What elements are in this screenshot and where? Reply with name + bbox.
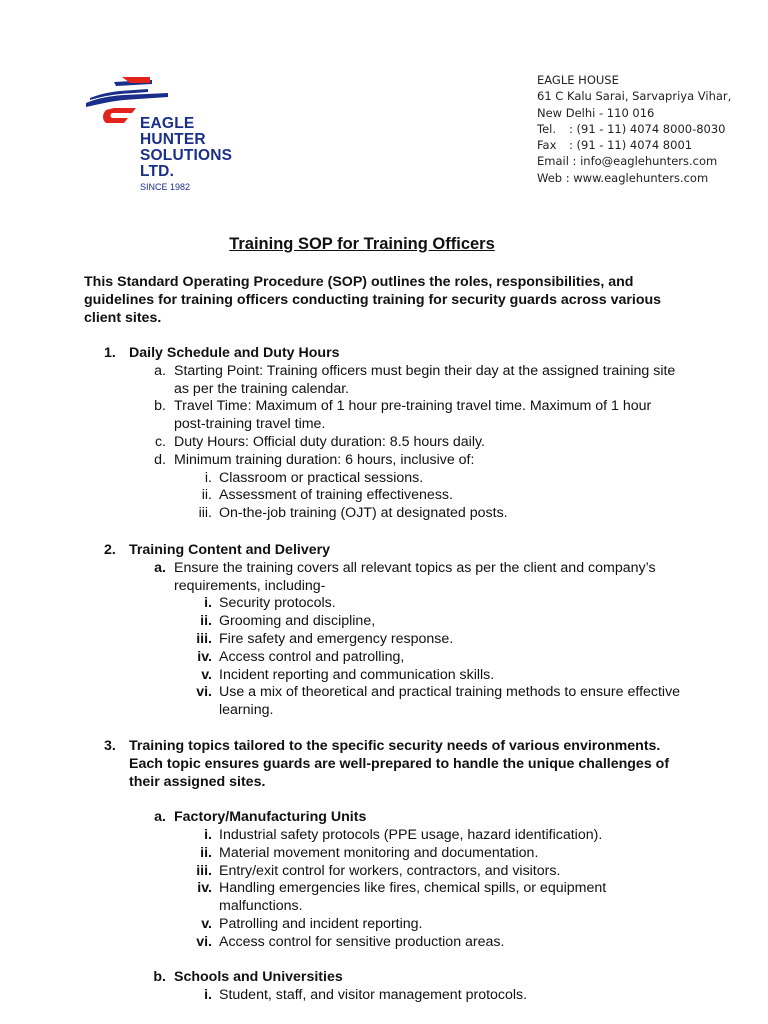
company-name-line: EAGLE bbox=[140, 115, 195, 132]
section-number: 2. bbox=[104, 542, 116, 558]
list-marker: i. bbox=[204, 826, 212, 843]
sub-list-item bbox=[104, 667, 684, 685]
sub-list-item bbox=[104, 827, 684, 845]
list-marker: d. bbox=[154, 451, 166, 468]
since-tagline: SINCE 1982 bbox=[140, 182, 191, 192]
list-item-text: Incident reporting and communication skills. bbox=[219, 666, 495, 683]
section-heading bbox=[104, 738, 684, 791]
list-marker: a. bbox=[154, 809, 166, 826]
list-item-text: On-the-job training (OJT) at designated posts. bbox=[219, 505, 508, 522]
list-item-text: Duty Hours: Official duty duration: 8.5 hours daily. bbox=[174, 433, 485, 450]
list-marker: iii. bbox=[196, 862, 212, 879]
sub-list-item bbox=[104, 845, 684, 863]
sub-list-item bbox=[104, 505, 684, 523]
sub-list-item bbox=[104, 595, 684, 613]
section-3 bbox=[104, 738, 684, 1005]
list-marker: vi. bbox=[196, 684, 212, 701]
address-line-1: 61 C Kalu Sarai, Sarvapriya Vihar, bbox=[537, 89, 732, 104]
list-marker: b. bbox=[154, 398, 166, 415]
company-name bbox=[140, 116, 232, 180]
list-marker: iii. bbox=[198, 505, 212, 522]
list-item-text: Ensure the training covers all relevant topics as per the client and company’s requirements, including- bbox=[174, 559, 656, 594]
list-marker: ii. bbox=[200, 613, 212, 630]
fax-label: Fax bbox=[537, 138, 557, 153]
sub-list-item bbox=[104, 470, 684, 488]
address-line-2: New Delhi - 110 016 bbox=[537, 105, 655, 120]
intro-paragraph: This Standard Operating Procedure (SOP) outlines the roles, responsibilities, and guidelines for training officers conducting training for security guards across various client sites. bbox=[84, 274, 662, 326]
list-marker: vi. bbox=[196, 933, 212, 950]
company-name-line: LTD. bbox=[140, 163, 175, 180]
list-item-text: Starting Point: Training officers must begin their day at the assigned training site as per the training calendar. bbox=[174, 362, 676, 397]
email-link[interactable]: Email : info@eaglehunters.com bbox=[537, 154, 718, 169]
section-heading bbox=[104, 345, 684, 363]
section-2 bbox=[104, 542, 684, 720]
list-item-text: Material movement monitoring and documentation. bbox=[219, 844, 539, 861]
list-marker: ii. bbox=[200, 844, 212, 861]
tel-value: : (91 - 11) 4074 8000-8030 bbox=[569, 121, 726, 136]
subsection-heading-text: Factory/Manufacturing Units bbox=[174, 809, 367, 826]
list-marker: v. bbox=[201, 915, 212, 932]
building-name: EAGLE HOUSE bbox=[537, 73, 619, 87]
letterhead bbox=[84, 66, 732, 202]
list-marker: c. bbox=[154, 433, 166, 450]
list-item-text: Access control and patrolling, bbox=[219, 648, 405, 665]
tel-label: Tel. bbox=[537, 121, 556, 136]
list-item-text: Assessment of training effectiveness. bbox=[219, 487, 453, 504]
company-name-line: HUNTER bbox=[140, 131, 206, 148]
sub-list-item bbox=[104, 880, 684, 916]
list-item-text: Fire safety and emergency response. bbox=[219, 630, 454, 647]
website-link[interactable]: Web : www.eaglehunters.com bbox=[537, 170, 709, 185]
list-marker: a. bbox=[154, 362, 166, 379]
section-heading-text: Daily Schedule and Duty Hours bbox=[129, 345, 340, 361]
list-item bbox=[104, 560, 684, 596]
list-marker: b. bbox=[153, 969, 166, 986]
contact-block bbox=[537, 72, 731, 186]
list-item-text: Travel Time: Maximum of 1 hour pre-training travel time. Maximum of 1 hour post-training travel time. bbox=[174, 398, 652, 433]
section-number: 3. bbox=[104, 738, 116, 754]
list-item bbox=[104, 434, 684, 452]
list-marker: iii. bbox=[196, 630, 212, 647]
list-item-text: Security protocols. bbox=[219, 595, 336, 612]
sub-list-item bbox=[104, 863, 684, 881]
subsection-heading-text: Schools and Universities bbox=[174, 969, 343, 986]
list-marker: i. bbox=[204, 469, 212, 486]
list-marker: iv. bbox=[197, 648, 212, 665]
section-heading bbox=[104, 542, 684, 560]
fax-value: : (91 - 11) 4074 8001 bbox=[569, 138, 693, 153]
list-item-text: Patrolling and incident reporting. bbox=[219, 915, 423, 932]
sub-list-item bbox=[104, 631, 684, 649]
list-marker: i. bbox=[204, 595, 212, 612]
list-item-text: Use a mix of theoretical and practical training methods to ensure effective learning. bbox=[219, 684, 681, 719]
section-heading-text: Training Content and Delivery bbox=[129, 542, 331, 558]
sub-list-item bbox=[104, 649, 684, 667]
list-item-text: Handling emergencies like fires, chemical spills, or equipment malfunctions. bbox=[219, 880, 607, 915]
subsection-heading bbox=[104, 969, 684, 987]
list-item-text: Access control for sensitive production areas. bbox=[219, 933, 505, 950]
document-title: Training SOP for Training Officers bbox=[229, 235, 495, 253]
section-number: 1. bbox=[104, 345, 116, 361]
company-name-line: SOLUTIONS bbox=[140, 147, 233, 164]
list-item-text: Entry/exit control for workers, contractors, and visitors. bbox=[219, 862, 561, 879]
sub-list-item bbox=[104, 684, 684, 720]
list-marker: v. bbox=[201, 666, 212, 683]
sub-list-item bbox=[104, 987, 684, 1005]
list-marker: a. bbox=[154, 559, 166, 576]
telephone bbox=[537, 121, 731, 137]
subsection-heading bbox=[104, 809, 684, 827]
list-item bbox=[104, 452, 684, 470]
list-item-text: Industrial safety protocols (PPE usage, hazard identification). bbox=[219, 826, 603, 843]
list-marker: ii. bbox=[201, 487, 212, 504]
sub-list-item bbox=[104, 613, 684, 631]
list-item bbox=[104, 398, 684, 434]
list-item-text: Classroom or practical sessions. bbox=[219, 469, 424, 486]
sub-list-item bbox=[104, 916, 684, 934]
list-item-text: Minimum training duration: 6 hours, inclusive of: bbox=[174, 451, 475, 468]
sub-list-item bbox=[104, 934, 684, 952]
list-marker: iv. bbox=[197, 880, 212, 897]
sub-list-item bbox=[104, 487, 684, 505]
list-marker: i. bbox=[204, 987, 212, 1004]
list-item-text: Student, staff, and visitor management protocols. bbox=[219, 987, 528, 1004]
section-heading-text: Training topics tailored to the specific security needs of various environments. Each topic ensures guards are well-prepared to handle the unique challenges of their assigned sites. bbox=[129, 738, 670, 790]
list-item bbox=[104, 363, 684, 399]
list-item-text: Grooming and discipline, bbox=[219, 613, 376, 630]
section-1 bbox=[104, 345, 684, 523]
fax bbox=[537, 137, 731, 153]
